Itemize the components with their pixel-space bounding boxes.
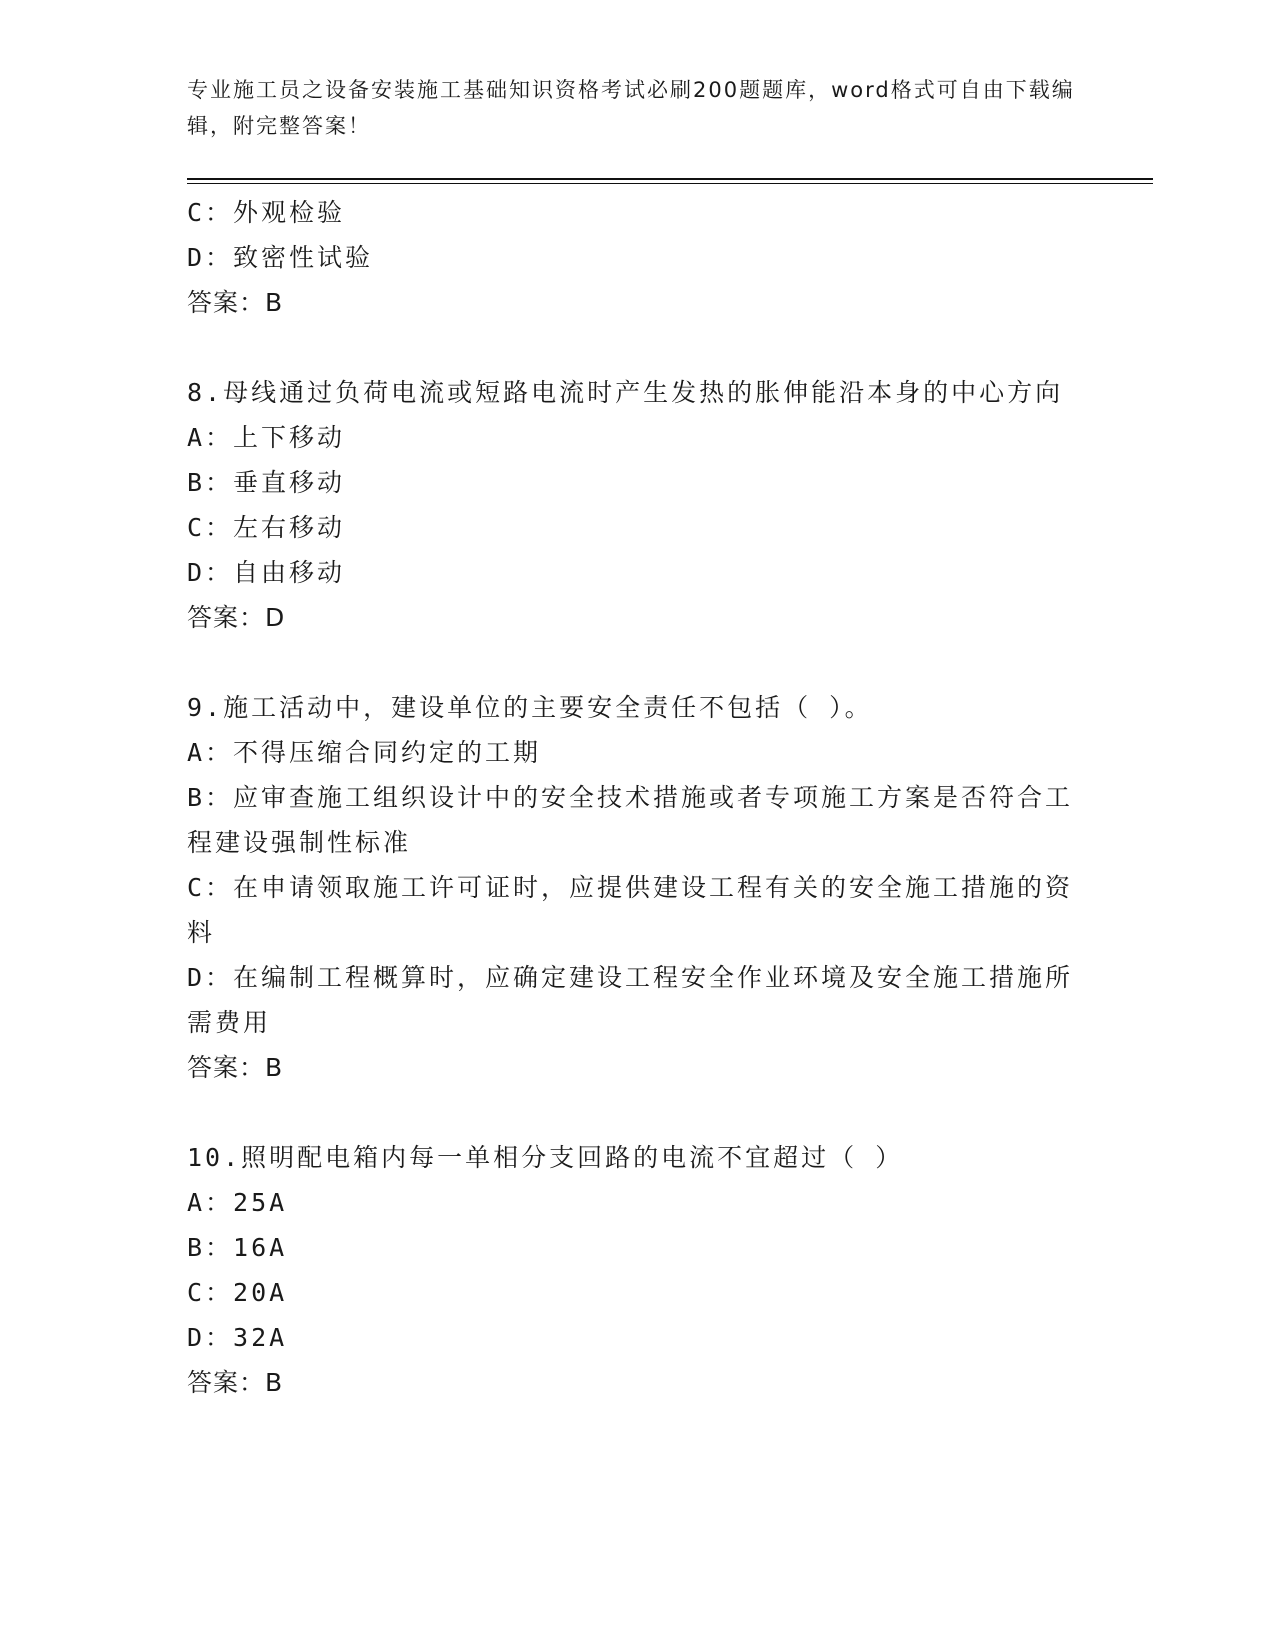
- answer: 答案：B: [187, 1368, 284, 1397]
- continued-question: [187, 190, 1087, 325]
- option-c: C：20A: [187, 1278, 288, 1307]
- option-d: D：致密性试验: [187, 243, 374, 272]
- option-b: B：垂直移动: [187, 468, 346, 497]
- question-8: [187, 370, 1087, 640]
- option-d: D：自由移动: [187, 558, 346, 587]
- header-rule-thin: [187, 183, 1153, 184]
- question-stem: 8.母线通过负荷电流或短路电流时产生发热的胀伸能沿本身的中心方向: [187, 378, 1064, 407]
- question-10: [187, 1135, 1087, 1405]
- question-stem: 10.照明配电箱内每一单相分支回路的电流不宜超过（ ）: [187, 1143, 904, 1172]
- document-header: 专业施工员之设备安装施工基础知识资格考试必刷200题题库，word格式可自由下载编辑，附完整答案！: [187, 78, 1075, 138]
- option-d: D：在编制工程概算时，应确定建设工程安全作业环境及安全施工措施所需费用: [187, 963, 1074, 1037]
- question-stem: 9.施工活动中，建设单位的主要安全责任不包括（ ）。: [187, 693, 873, 722]
- option-c: C：在申请领取施工许可证时，应提供建设工程有关的安全施工措施的资料: [187, 873, 1074, 947]
- option-a: A：不得压缩合同约定的工期: [187, 738, 542, 767]
- answer: 答案：B: [187, 288, 284, 317]
- document-body: [187, 190, 1087, 1405]
- option-d: D：32A: [187, 1323, 288, 1352]
- answer: 答案：B: [187, 1053, 284, 1082]
- answer: 答案：D: [187, 603, 286, 632]
- option-c: C：左右移动: [187, 513, 346, 542]
- option-a: A：上下移动: [187, 423, 346, 452]
- option-a: A：25A: [187, 1188, 288, 1217]
- header-rule: [187, 178, 1153, 180]
- option-b: B：应审查施工组织设计中的安全技术措施或者专项施工方案是否符合工程建设强制性标准: [187, 783, 1074, 857]
- option-c: C：外观检验: [187, 198, 346, 227]
- option-b: B：16A: [187, 1233, 288, 1262]
- question-9: [187, 685, 1087, 1090]
